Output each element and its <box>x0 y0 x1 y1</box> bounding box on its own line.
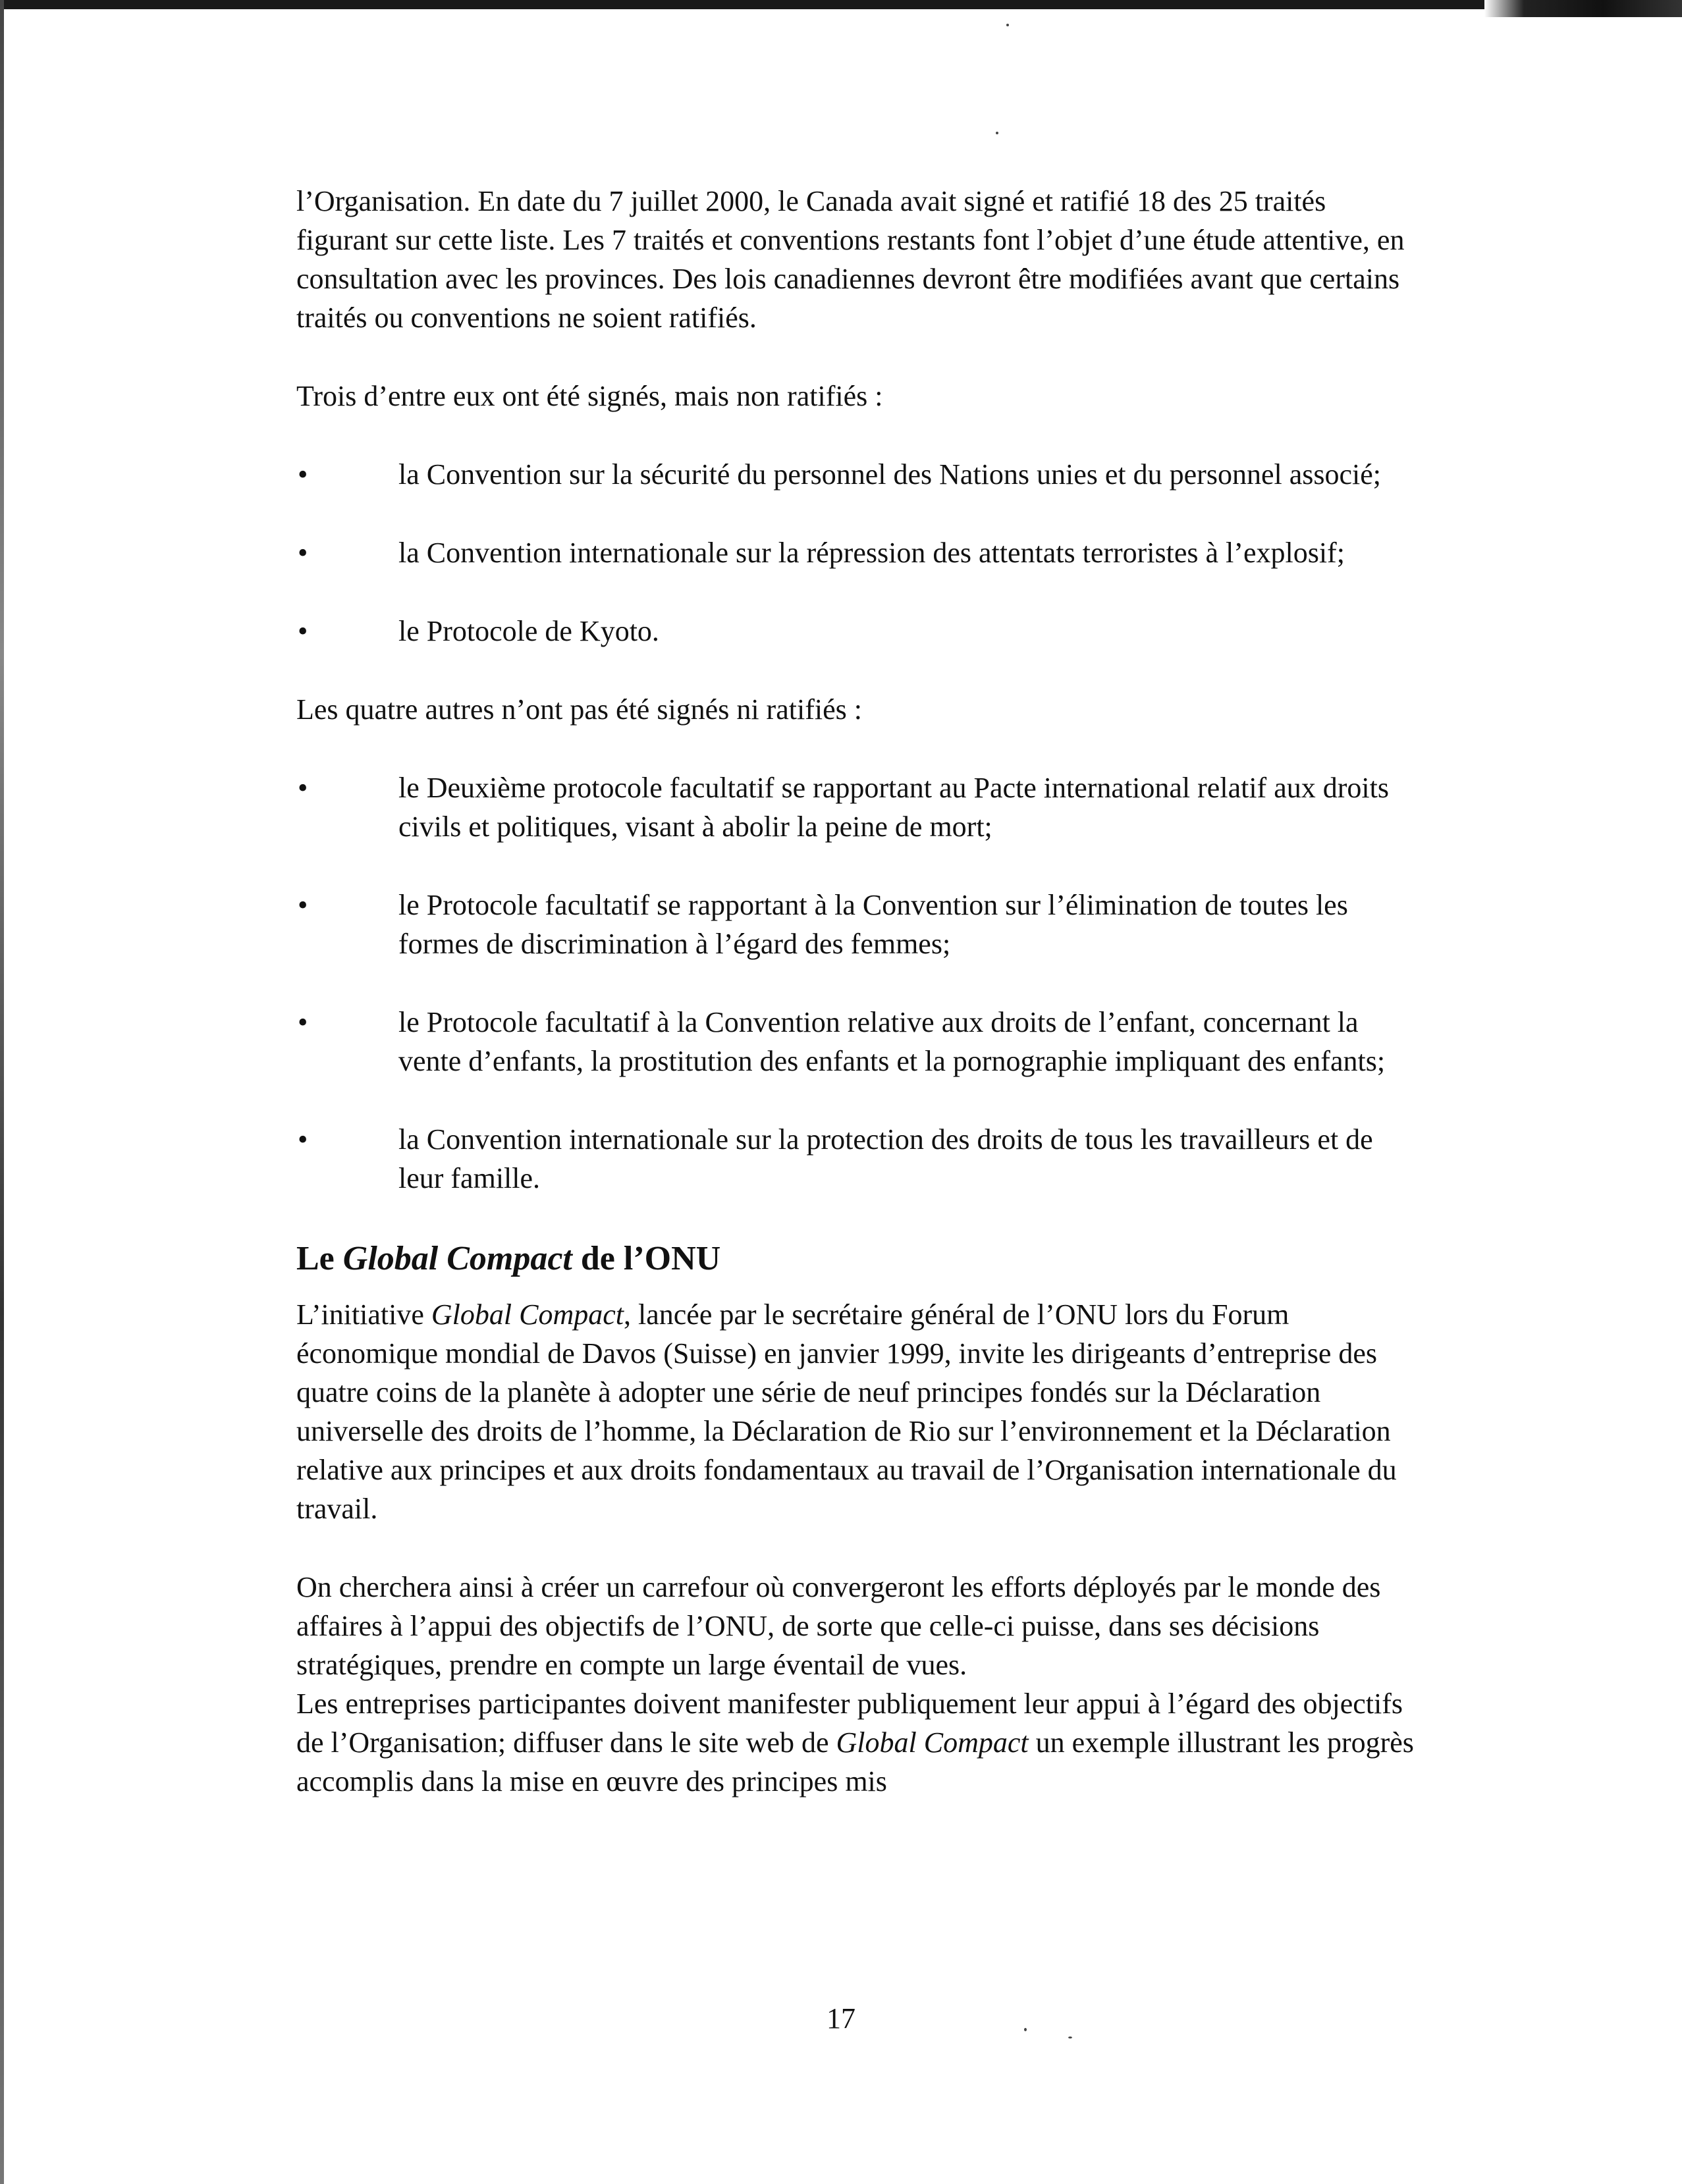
bullet-icon: • <box>298 889 308 921</box>
bullet-icon: • <box>298 615 308 647</box>
paragraph-text: un exemple illustrant les progrès accomplis dans la mise en œuvre des principes mis <box>296 1726 1414 1798</box>
paragraph-global-compact-intro <box>296 1295 1416 1528</box>
bullet-icon: • <box>298 458 308 491</box>
intro-signed-not-ratified: Trois d’entre eux ont été signés, mais non ratifiés : <box>296 380 883 412</box>
intro-not-signed: Les quatre autres n’ont pas été signés ni ratifiés : <box>296 693 862 726</box>
list-item-text: le Protocole facultatif à la Convention relative aux droits de l’enfant, concernant la vente d’enfants, la prostitution des enfants et la pornographie impliquant des enfants; <box>398 1006 1386 1077</box>
heading-suffix: de l’ONU <box>572 1240 721 1277</box>
unsigned-treaties-list <box>296 768 1416 1198</box>
list-item <box>296 1120 1416 1198</box>
list-item <box>296 768 1416 846</box>
scan-speck <box>1068 2037 1072 2038</box>
list-item-text: le Protocole facultatif se rapportant à la Convention sur l’élimination de toutes les formes de discrimination à l’égard des femmes; <box>398 889 1348 960</box>
list-item-text: le Protocole de Kyoto. <box>398 615 659 647</box>
list-item-text: la Convention internationale sur la répression des attentats terroristes à l’explosif; <box>398 537 1345 569</box>
paragraph-text: L’initiative <box>296 1298 431 1331</box>
paragraph-text: , lancée par le secrétaire général de l’ONU lors du Forum économique mondial de Davos (Suisse) en janvier 1999, invite les dirigeants d’entreprise des quatre coins de la planète à adopter une série de neuf principes fondés sur la Déclaration universelle des droits de l’homme, la Déclaration de Rio sur l’environnement et la Déclaration relative aux principes et aux droits fondamentaux au travail de l’Organisation internationale du travail. <box>296 1298 1397 1525</box>
list-item <box>296 533 1416 572</box>
list-item-text: le Deuxième protocole facultatif se rapportant au Pacte international relatif aux droits civils et politiques, visant à abolir la peine de mort; <box>398 772 1389 843</box>
paragraph-ratification-status: l’Organisation. En date du 7 juillet 2000, le Canada avait signé et ratifié 18 des 25 traités figurant sur cette liste. Les 7 traités et conventions restants font l’objet d’une étude attentive, en consultation avec les provinces. Des lois canadiennes devront être modifiées avant que certains traités ou conventions ne soient ratifiés. <box>296 185 1405 334</box>
heading-prefix: Le <box>296 1240 343 1277</box>
scan-speck <box>1006 24 1009 26</box>
scan-speck <box>996 132 998 134</box>
list-item-text: la Convention internationale sur la protection des droits de tous les travailleurs et de leur famille. <box>398 1123 1373 1194</box>
paragraph-italic: Global Compact <box>836 1726 1029 1759</box>
paragraph-text: On cherchera ainsi à créer un carrefour où convergeront les efforts déployés par le monde des affaires à l’appui des objectifs de l’ONU, de sorte que celle-ci puisse, dans ses décisions stratégiques, prendre en compte un large éventail de vues. <box>296 1571 1381 1681</box>
bullet-icon: • <box>298 537 308 569</box>
paragraph-italic: Global Compact <box>431 1298 624 1331</box>
page-number: 17 <box>827 2002 855 2035</box>
bullet-icon: • <box>298 772 308 804</box>
signed-treaties-list <box>296 455 1416 651</box>
paragraph-text: Les entreprises participantes doivent manifester publiquement leur appui à l’égard des objectifs de l’Organisation; diffuser dans le site web de <box>296 1688 1403 1759</box>
list-item <box>296 612 1416 651</box>
list-item <box>296 1003 1416 1080</box>
scan-top-right-artifact <box>1484 0 1682 17</box>
bullet-icon: • <box>298 1006 308 1038</box>
scan-top-edge <box>0 0 1682 9</box>
list-item <box>296 886 1416 963</box>
section-heading-global-compact <box>296 1237 1416 1281</box>
list-item <box>296 455 1416 494</box>
list-item-text: la Convention sur la sécurité du personnel des Nations unies et du personnel associé; <box>398 458 1381 491</box>
scan-left-edge <box>0 0 4 2184</box>
bullet-icon: • <box>298 1123 308 1156</box>
heading-italic: Global Compact <box>342 1240 572 1277</box>
paragraph-global-compact-goals <box>296 1568 1416 1801</box>
document-page <box>296 182 1416 1801</box>
